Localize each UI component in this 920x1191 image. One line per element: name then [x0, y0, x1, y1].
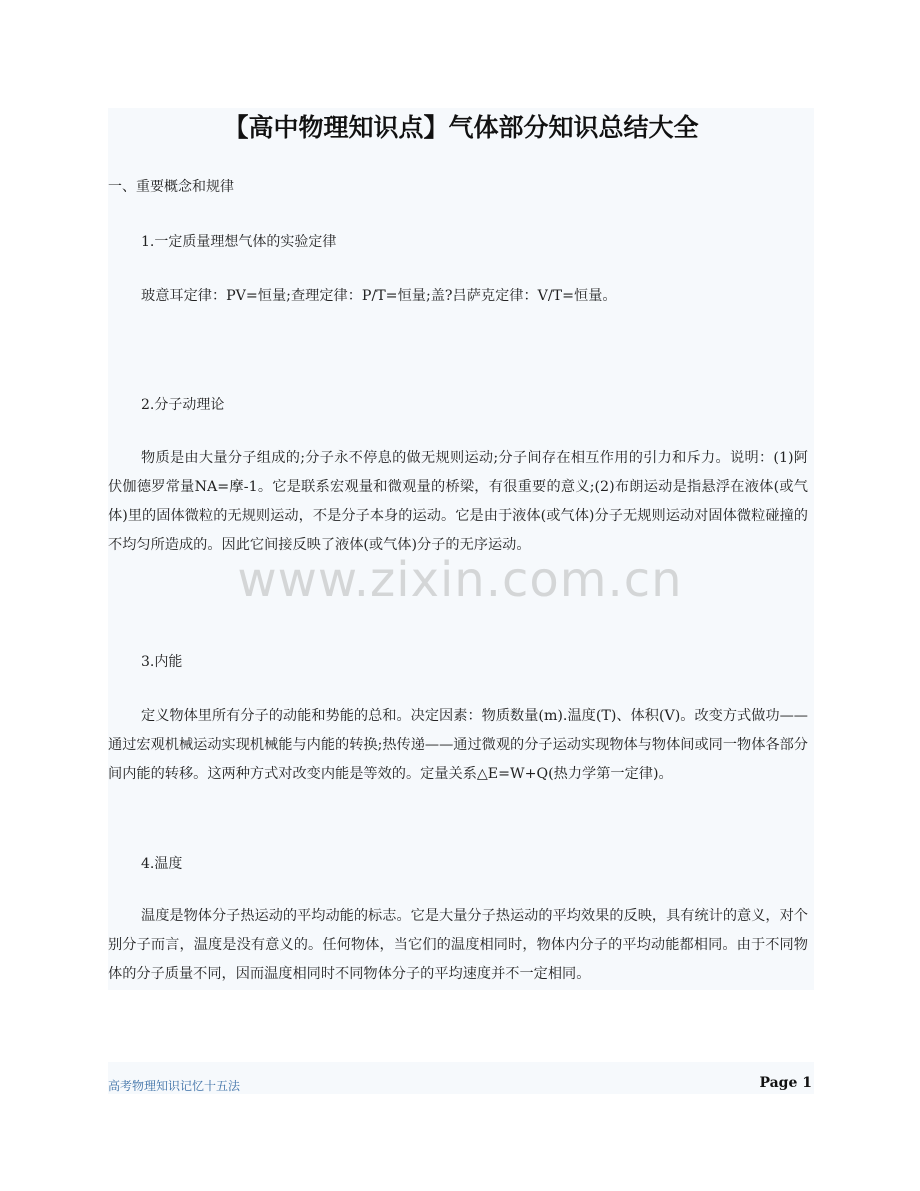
footer-link[interactable]: 高考物理知识记忆十五法 — [108, 1079, 241, 1093]
subsection-heading-1: 1.一定质量理想气体的实验定律 — [141, 234, 337, 250]
subsection-heading-3: 3.内能 — [141, 654, 183, 670]
subsection-heading-4: 4.温度 — [141, 856, 183, 872]
subsection-heading-2: 2.分子动理论 — [141, 397, 225, 413]
paragraph-1: 玻意耳定律：PV=恒量;查理定律：P/T=恒量;盖?吕萨克定律：V/T=恒量。 — [141, 288, 617, 304]
page-title: 【高中物理知识点】气体部分知识总结大全 — [223, 113, 699, 142]
paragraph-2: 物质是由大量分子组成的;分子永不停息的做无规则运动;分子间存在相互作用的引力和斥力。说明：(1)阿伏伽德罗常量NA=摩-1。它是联系宏观量和微观量的桥梁，有很重要的意义;(2)布朗运动是指悬浮在液体(或气体)里的固体微粒的无规则运动，不是分子本身的运动。它是由于液体(或气体)分子无规则运动对固体微粒碰撞的不均匀所造成的。因此它间接反映了液体(或气体)分子的无序运动。 — [108, 450, 808, 553]
watermark: www.zixin.com.cn — [237, 552, 683, 608]
section-heading: 一、重要概念和规律 — [108, 179, 234, 195]
page-number: Page 1 — [759, 1075, 812, 1091]
paragraph-3: 定义物体里所有分子的动能和势能的总和。决定因素：物质数量(m).温度(T)、体积(V)。改变方式做功——通过宏观机械运动实现机械能与内能的转换;热传递——通过微观的分子运动实现物体与物体间或同一物体各部分间内能的转移。这两种方式对改变内能是等效的。定量关系△E=W+Q(热力学第一定律)。 — [108, 708, 808, 782]
paragraph-4: 温度是物体分子热运动的平均动能的标志。它是大量分子热运动的平均效果的反映，具有统计的意义，对个别分子而言，温度是没有意义的。任何物体，当它们的温度相同时，物体内分子的平均动能都相同。由于不同物体的分子质量不同，因而温度相同时不同物体分子的平均速度并不一定相同。 — [108, 908, 808, 982]
